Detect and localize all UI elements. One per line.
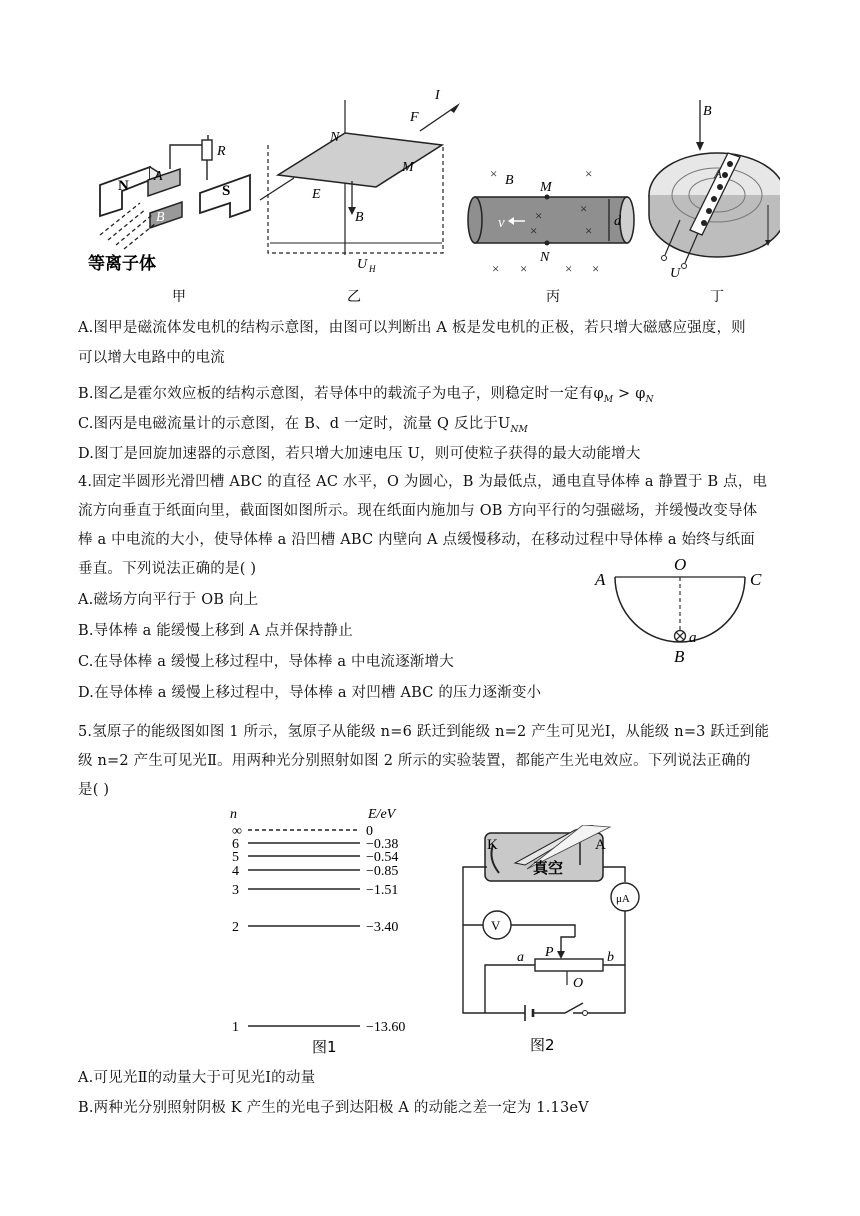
resistor-icon — [202, 140, 212, 160]
energy-level-e: −0.85 — [366, 864, 399, 879]
q5-option-a: A.可见光Ⅱ的动量大于可见光Ⅰ的动量 — [78, 1070, 316, 1086]
q5-stem-line1: 5.氢原子的能级图如图 1 所示，氢原子从能级 n=6 跃迁到能级 n=2 产生可见光Ⅰ，从能级 n=3 跃迁到能 — [78, 724, 770, 740]
q5-fig2-apparatus — [455, 825, 645, 1060]
svg-text:×: × — [492, 261, 500, 276]
fig2-label-v: V — [491, 918, 501, 933]
q3-option-d: D.图丁是回旋加速器的示意图，若只增大加速电压 U，则可使粒子获得的最大动能增大 — [78, 446, 641, 462]
fig2-label-o: O — [573, 976, 584, 991]
energy-level-n: 4 — [232, 864, 239, 879]
q5-option-b: B.两种光分别照射阴极 K 产生的光电子到达阳极 A 的动能之差一定为 1.13eV — [78, 1100, 589, 1116]
energy-level-n: 1 — [232, 1020, 239, 1035]
energy-level-n: 5 — [232, 850, 239, 865]
q4-option-b: B.导体棒 a 能缓慢上移到 A 点并保持静止 — [78, 623, 353, 639]
q5-stem-line3: 是( ) — [78, 782, 110, 798]
fig2-label-a-end: a — [517, 950, 524, 965]
fig2-label-b-end: b — [607, 950, 614, 965]
fig2-label-k: K — [487, 837, 498, 853]
q5-stem-line2: 级 n=2 产生可见光Ⅱ。用两种光分别照射如图 2 所示的实验装置，都能产生光电效应。下列说法正确的 — [78, 753, 751, 769]
yi-label-i: I — [435, 88, 440, 103]
q3-option-c: C.图丙是电磁流量计的示意图，在 B、d 一定时，流量 Q 反比于$U_{NM}$ — [78, 416, 528, 435]
energy-level-e: −1.51 — [366, 883, 399, 898]
fig2-label-p: P — [545, 945, 554, 960]
yi-label-u: U — [357, 257, 368, 272]
yi-label-e: E — [312, 187, 321, 202]
figure-bing — [468, 166, 634, 276]
energy-level-e: −13.60 — [366, 1020, 406, 1035]
energy-level-n: 6 — [232, 837, 239, 852]
q4-figure — [590, 552, 780, 670]
svg-text:×: × — [535, 208, 543, 223]
q4-option-d: D.在导体棒 a 缓慢上移过程中，导体棒 a 对凹槽 ABC 的压力逐渐变小 — [78, 685, 542, 701]
q5-fig1-energy-levels — [220, 800, 430, 1060]
yi-label-f: F — [410, 110, 419, 125]
q3-option-b: B.图乙是霍尔效应板的结构示意图，若导体中的载流子为电子，则稳定时一定有$\varphi_M > \varphi_N$ — [78, 386, 654, 405]
q4-stem-line4: 垂直。下列说法正确的是( ) — [78, 561, 257, 577]
bing-label-m: M — [540, 180, 552, 195]
bing-label-b: B — [505, 173, 514, 188]
q4-fig-label-rod: a — [689, 630, 697, 646]
ding-label-u: U — [670, 266, 681, 281]
figure-jia — [88, 135, 250, 274]
fig2-label-a: A — [595, 837, 606, 853]
fig2-label-ua: μA — [616, 893, 630, 905]
svg-text:×: × — [530, 223, 538, 238]
yi-label-u-sub: H — [369, 264, 376, 274]
yi-label-b: B — [355, 210, 364, 225]
svg-text:×: × — [585, 166, 593, 181]
q4-stem-line2: 流方向垂直于纸面向里，截面图如图所示。现在纸面内施加与 OB 方向平行的匀强磁场，并缓慢改变导体 — [78, 503, 758, 519]
fig2-label-vacuum: 真空 — [533, 859, 564, 877]
rheostat-icon — [535, 959, 603, 971]
q3-option-a-line1: A.图甲是磁流体发电机的结构示意图，由图可以判断出 A 板是发电机的正极，若只增大磁感应强度，则 — [78, 320, 746, 336]
energy-level-e: −0.38 — [366, 837, 399, 852]
top-figures — [80, 85, 780, 310]
q4-fig-label-b: B — [674, 647, 685, 666]
q4-option-a: A.磁场方向平行于 OB 向上 — [78, 592, 259, 608]
svg-text:×: × — [580, 201, 588, 216]
svg-text:×: × — [585, 223, 593, 238]
q4-fig-label-o: O — [674, 555, 687, 574]
q4-stem-line3: 棒 a 中电流的大小，使导体棒 a 沿凹槽 ABC 内壁向 A 点缓慢移动，在移动过程中导体棒 a 始终与纸面 — [78, 532, 755, 548]
q4-fig-label-a: A — [595, 570, 606, 589]
svg-text:×: × — [565, 261, 573, 276]
ding-label-a: A — [714, 166, 722, 181]
bing-label-n: N — [540, 250, 550, 265]
energy-level-e: −0.54 — [366, 850, 399, 865]
caption-jia: 甲 — [172, 289, 186, 305]
caption-bing: 丙 — [546, 289, 560, 305]
yi-label-m: M — [402, 160, 414, 175]
figure-yi — [260, 88, 460, 274]
fig1-caption: 图1 — [312, 1038, 337, 1056]
energy-level-n: 2 — [232, 920, 239, 935]
jia-label-b: B — [156, 210, 165, 225]
bing-label-v: v — [498, 215, 505, 231]
energy-level-n: 3 — [232, 883, 239, 898]
bing-label-d: d — [614, 214, 621, 229]
q4-option-c: C.在导体棒 a 缓慢上移过程中，导体棒 a 中电流逐渐增大 — [78, 654, 454, 670]
q4-fig-label-c: C — [750, 570, 762, 589]
svg-text:×: × — [520, 261, 528, 276]
figure-ding — [649, 100, 780, 281]
fig2-caption: 图2 — [530, 1036, 555, 1054]
fig1-n-header: n — [230, 807, 237, 822]
svg-text:×: × — [490, 166, 498, 181]
fig1-levels-group — [232, 824, 405, 1035]
jia-label-plasma: 等离子体 — [88, 254, 156, 274]
ding-label-b: B — [703, 104, 712, 119]
jia-label-r: R — [217, 144, 226, 159]
jia-label-a: A — [154, 169, 163, 184]
q3-option-a-line2: 可以增大电路中的电流 — [78, 350, 225, 366]
energy-level-e: −3.40 — [366, 920, 399, 935]
energy-level-e: 0 — [366, 824, 373, 839]
energy-level-n: ∞ — [232, 824, 242, 839]
yi-label-n: N — [330, 130, 340, 145]
caption-ding: 丁 — [710, 289, 724, 305]
fig1-e-header: E/eV — [368, 807, 396, 822]
jia-label-s: S — [222, 183, 231, 199]
q4-stem-line1: 4.固定半圆形光滑凹槽 ABC 的直径 AC 水平，O 为圆心，B 为最低点，通电直导体棒 a 静置于 B 点，电 — [78, 474, 768, 490]
jia-label-n: N — [118, 178, 129, 194]
switch-icon — [583, 1011, 588, 1016]
caption-yi: 乙 — [347, 289, 361, 305]
svg-text:×: × — [592, 261, 600, 276]
